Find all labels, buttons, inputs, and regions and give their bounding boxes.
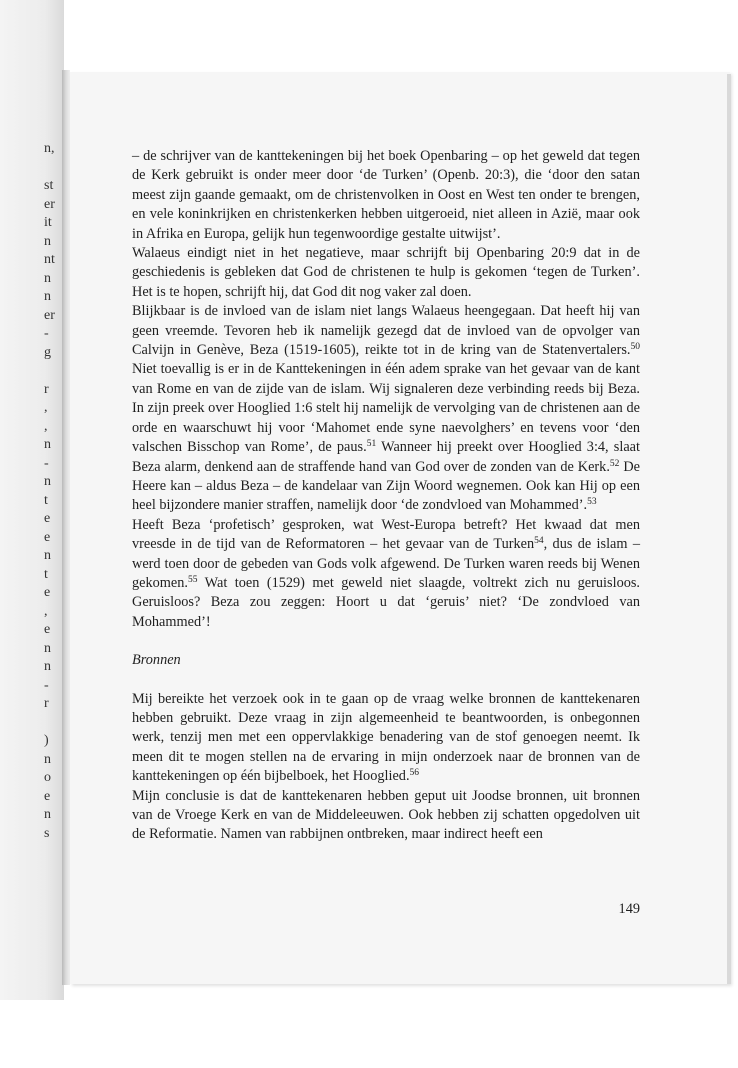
margin-fragment: ) (44, 733, 49, 748)
paragraph-4-text-b: , dus de islam – werd toen door de gebeden van Gods volk afgewend. De Turken waren reeds bij Wenen gekomen. (132, 536, 640, 591)
footnote-ref-51: 51 (366, 439, 377, 450)
margin-fragment: , (44, 400, 48, 415)
margin-fragment: r (44, 696, 49, 711)
paragraph-4-text-a: Heeft Beza ‘profetisch’ gesproken, wat West-Europa betreft? Het kwaad dat men vreesde in de tijd van de Reformatoren – het gevaar van de Turken (132, 516, 640, 553)
margin-fragment: n (44, 270, 51, 286)
paragraph-5 (132, 690, 640, 787)
margin-fragment: it (44, 215, 52, 230)
book-gutter (62, 70, 70, 985)
margin-fragment: r (44, 381, 49, 397)
margin-fragment: e (44, 529, 51, 545)
margin-fragment: n, (44, 141, 55, 156)
footnote-ref-56: 56 (409, 768, 420, 779)
margin-fragment: n (44, 807, 51, 822)
paragraph-3-text-b: Niet toevallig is er in de Kanttekeningen in één adem sprake van het gevaar van de kant van Rome en van de zijde van de islam. Wij signaleren deze verbinding reeds bij Beza. In zijn preek over Hooglied 1:6 stelt hij namelijk de vervolging van de christenen aan de orde en waarschuwt hij voor ‘Mahomet ende syne naevolghers’ en tevens voor ‘den valschen Bisschop van Rome’, de paus. (132, 361, 640, 456)
margin-fragment (44, 159, 64, 178)
margin-fragment: , (44, 418, 48, 434)
margin-fragment: , (44, 603, 48, 619)
margin-fragment: nt (44, 252, 55, 267)
page-number: 149 (618, 901, 640, 917)
margin-fragment: e (44, 622, 51, 637)
margin-fragment: - (44, 326, 49, 341)
margin-fragment: n (44, 474, 51, 489)
margin-fragment: er (44, 307, 55, 323)
paragraph-1: – de schrijver van de kanttekeningen bij het boek Openbaring – op het geweld dat tegen de Kerk gebruikt is onder meer door ‘de Turken’ (Openb. 20:3), die ‘door den satan meest zijn gaande gemaakt, om de christenvolken in Oost en West ten onder te brengen, en vele koninkrijken en christenkerken hebben uitgeroeid, niet alleen in Azië, maar ook in Afrika en Europa, gelijk hun tegenwoordige gestalte uitwijst’. (132, 148, 640, 242)
paragraph-4 (132, 516, 640, 632)
margin-fragment: st (44, 178, 54, 193)
margin-fragment: n (44, 233, 51, 249)
margin-fragment: - (44, 455, 49, 471)
margin-fragment: s (44, 825, 50, 841)
paragraph-2: Walaeus eindigt niet in het negatieve, maar schrijft bij Openbaring 20:9 dat in de geschiedenis is gebleken dat God de christenen te hulp is gekomen ‘tegen de Turken’. Het is te hopen, schrijft hij, dat God dit nog vaker zal doen. (132, 245, 640, 300)
margin-fragment (44, 714, 64, 733)
section-heading-bronnen: Bronnen (132, 652, 181, 669)
margin-fragment: t (44, 492, 48, 508)
paragraph-5-text: Mij bereikte het verzoek ook in te gaan op de vraag welke bronnen de kanttekenaren hebben gebruikt. Deze vraag in zijn algemeenheid te beantwoorden, is onbegonnen werk, tenzij men met een oppervlakkige benadering van de stof genoegen neemt. Ik meen dit te mogen stellen na de ervaring in mijn onderzoek naar de bronnen van de kanttekeningen op één bijbelboek, het Hooglied. (132, 690, 640, 785)
left-facing-page (0, 0, 64, 1000)
paragraph-3-text-d: De Heere kan – aldus Beza – de kandelaar van Zijn Woord wegnemen. Ook kan Hij op een heel bijzondere manier straffen, namelijk door ‘de zondvloed van Mohammed’. (132, 458, 641, 514)
margin-fragment: n (44, 437, 51, 452)
margin-fragment: e (44, 788, 51, 804)
footnote-ref-54: 54 (534, 536, 544, 547)
margin-fragment: - (44, 677, 49, 693)
margin-fragment: t (44, 566, 48, 582)
margin-fragment: g (44, 344, 51, 360)
paragraph-3-text-a: Blijkbaar is de invloed van de islam niet langs Walaeus heengegaan. Dat heeft hij van geen vreemde. Tevoren heb ik namelijk gezegd dat de invloed van de opvolger van Calvijn in Genève, Beza (1519-1605), reikte tot in de kring van de Statenvertalers. (132, 303, 640, 359)
paragraph-6: Mijn conclusie is dat de kanttekenaren hebben geput uit Joodse bronnen, uit bronnen van de Vroege Kerk en van de Middeleeuwen. Ook hebben zij schatten opgedolven uit de Reformatie. Namen van rabbijnen ontbreken, maar indirect heeft een (132, 787, 640, 843)
margin-fragment: n (44, 659, 51, 674)
footnote-ref-52: 52 (609, 458, 620, 469)
paragraph-3-text-c: Wanneer hij preekt over Hooglied 3:4, slaat Beza alarm, denkend aan de straffende hand van God over de zonden van de Kerk. (132, 439, 640, 475)
margin-fragment: n (44, 640, 51, 656)
footnote-ref-50: 50 (630, 342, 640, 353)
paragraph-4-text-c: Wat toen (1529) met geweld niet slaagde, voltrekt zich nu geruisloos. Geruisloos? Beza zou zeggen: Hoort u dat ‘geruis’ niet? ‘De zondvloed van Mohammed’! (132, 574, 640, 630)
margin-fragment: n (44, 751, 51, 767)
margin-fragment (44, 362, 64, 381)
margin-fragment: n (44, 289, 51, 304)
page-edge (727, 74, 731, 984)
margin-fragment: e (44, 585, 51, 600)
paragraph-3 (132, 302, 640, 515)
margin-fragment: e (44, 511, 51, 526)
page-body-text (132, 147, 640, 845)
footnote-ref-55: 55 (187, 574, 198, 585)
margin-fragment: o (44, 770, 51, 785)
footnote-ref-53: 53 (587, 497, 597, 508)
margin-fragment: er (44, 196, 55, 212)
left-page-cropped-text (44, 140, 64, 843)
margin-fragment: n (44, 548, 51, 563)
